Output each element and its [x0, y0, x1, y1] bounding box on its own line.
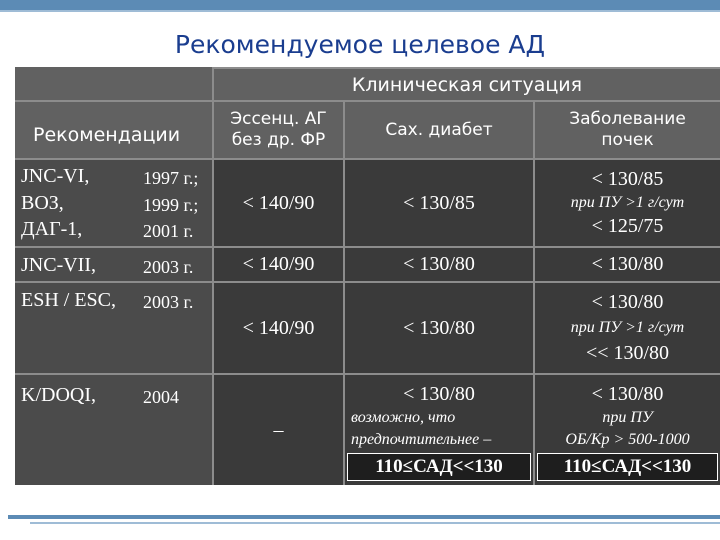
- row1-kidney-line2: при ПУ >1 г/сут: [570, 194, 685, 211]
- header-corner: [15, 67, 212, 100]
- row4-kidney-line2: при ПУ: [602, 409, 653, 426]
- row1-year-1: 1997 г.;: [143, 168, 199, 188]
- row1-year-3: 2001 г.: [143, 221, 194, 241]
- row2-kidney: < 130/80: [535, 248, 720, 281]
- header-essential-hypertension: [214, 102, 343, 158]
- row4-diabetes-sbp-range: 110≤САД<<130: [347, 453, 531, 481]
- header-clinical-situation: Клиническая ситуация: [214, 69, 720, 100]
- target-bp-table: [15, 67, 720, 485]
- header-col3-line1: Заболевание: [569, 109, 686, 129]
- row4-kidney-sbp-range: 110≤САД<<130: [537, 453, 718, 481]
- row1-diabetes: < 130/85: [345, 160, 533, 246]
- row4-essential: –: [214, 375, 343, 485]
- row4-diabetes-line1: < 130/80: [403, 383, 475, 405]
- row2-essential: < 140/90: [214, 248, 343, 281]
- row1-name-3: ДАГ-1,: [21, 218, 83, 240]
- row1-kidney-line3: < 125/75: [591, 215, 664, 237]
- row4-recommendation: [15, 375, 212, 485]
- header-recommendations-label: Рекомендации: [33, 124, 181, 146]
- row1-essential: < 140/90: [214, 160, 343, 246]
- row3-kidney-line3: << 130/80: [585, 342, 670, 364]
- row1-kidney: [535, 160, 720, 246]
- row1-recommendation: [15, 160, 212, 246]
- row4-name: K/DOQI,: [21, 384, 96, 406]
- header-kidney-disease: [535, 102, 720, 158]
- row1-year-2: 1999 г.;: [143, 195, 199, 215]
- header-col1-line2: без др. ФР: [231, 130, 326, 150]
- slide-title: Рекомендуемое целевое АД: [174, 30, 546, 59]
- row1-kidney-line1: < 130/85: [591, 168, 664, 190]
- row4-year: 2004: [143, 387, 179, 407]
- row3-recommendation: [15, 283, 212, 373]
- row2-year: 2003 г.: [143, 257, 194, 277]
- header-col3-line2: почек: [601, 130, 654, 150]
- bottom-accent-line: [30, 522, 720, 524]
- row4-kidney-line3: ОБ/Кр > 500-1000: [565, 431, 690, 448]
- row1-name-1: JNC-VI,: [21, 165, 90, 187]
- row1-name-2: ВОЗ,: [21, 192, 64, 214]
- row4-diabetes-line2: возможно, что: [351, 409, 456, 426]
- row2-name: JNC-VII,: [21, 254, 96, 276]
- row3-kidney: [535, 283, 720, 373]
- bottom-accent-bar: [8, 515, 720, 519]
- row3-year: 2003 г.: [143, 292, 194, 312]
- header-recommendations: [15, 102, 212, 158]
- row3-name: ESH / ESC,: [21, 289, 117, 311]
- header-diabetes: Сах. диабет: [345, 102, 533, 158]
- row3-essential: < 140/90: [214, 283, 343, 373]
- row3-diabetes: < 130/80: [345, 283, 533, 373]
- row3-kidney-line1: < 130/80: [591, 291, 664, 313]
- top-accent-line: [0, 10, 720, 12]
- header-col1-line1: Эссенц. АГ: [230, 109, 327, 129]
- row2-diabetes: < 130/80: [345, 248, 533, 281]
- row4-diabetes-line3: предпочтительнее –: [351, 431, 492, 448]
- top-accent-bar: [0, 0, 720, 10]
- row2-recommendation: [15, 248, 212, 281]
- row4-kidney-line1: < 130/80: [591, 383, 664, 405]
- row3-kidney-line2: при ПУ >1 г/сут: [570, 319, 685, 336]
